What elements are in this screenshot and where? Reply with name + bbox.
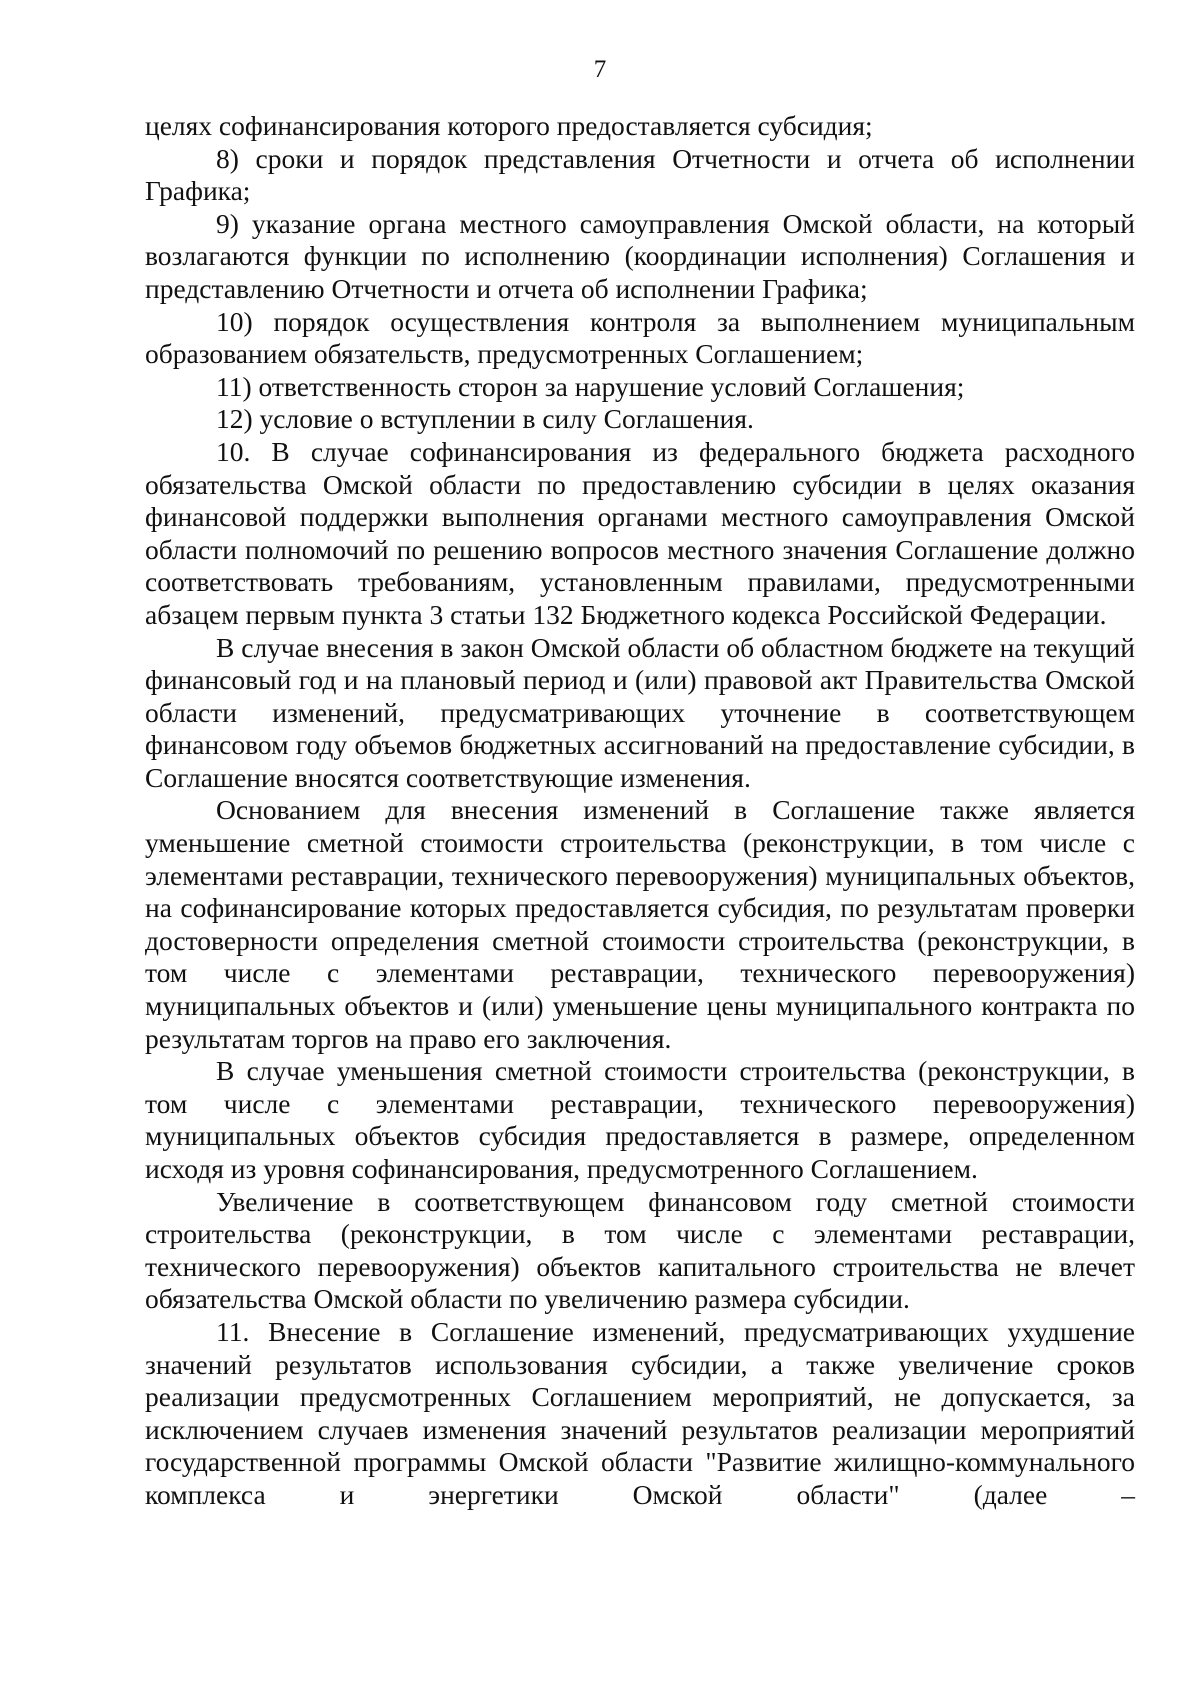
paragraph-cost-increase: Увеличение в соответствующем финансовом году сметной стоимости строительства (реконструкции, в том числе с элементами реставрации, технического перевооружения) объектов капитального строительства не влечет обязательства Омской области по увеличению размера субсидии.	[145, 1185, 1135, 1315]
list-item-10: 10) порядок осуществления контроля за выполнением муниципальным образованием обязательств, предусмотренных Соглашением;	[145, 305, 1135, 370]
list-item-12: 12) условие о вступлении в силу Соглашения.	[216, 403, 754, 435]
page-number: 7	[593, 56, 607, 83]
list-item-9: 9) указание органа местного самоуправления Омской области, на который возлагаются функции по исполнению (координации исполнения) Соглашения и представлению Отчетности и отчета об исполнении Графика;	[145, 207, 1135, 304]
paragraph-continuation: целях софинансирования которого предоставляется субсидия;	[145, 110, 873, 141]
paragraph-cost-reduction: В случае уменьшения сметной стоимости строительства (реконструкции, в том числе с элементами реставрации, технического перевооружения) муниципальных объектов субсидия предоставляется в размере, определенном исходя из уровня софинансирования, предусмотренного Соглашением.	[145, 1055, 1135, 1184]
clause-10: 10. В случае софинансирования из федерального бюджета расходного обязательства Омской области по предоставлению субсидии в целях оказания финансовой поддержки выполнения органами местного самоуправления Омской области полномочий по решению вопросов местного значения Соглашение должно соответствовать требованиям, установленным правилами, предусмотренными абзацем первым пункта 3 статьи 132 Бюджетного кодекса Российской Федерации.	[145, 435, 1135, 630]
clause-11: 11. Внесение в Соглашение изменений, предусматривающих ухудшение значений результатов использования субсидии, а также увеличение сроков реализации предусмотренных Соглашением мероприятий, не допускается, за исключением случаев изменения значений результатов реализации мероприятий государственной программы Омской области "Развитие жилищно-коммунального комплекса и энергетики Омской области" (далее –	[145, 1315, 1135, 1510]
document-body	[145, 110, 1135, 1512]
paragraph-grounds-for-changes: Основанием для внесения изменений в Соглашение также является уменьшение сметной стоимости строительства (реконструкции, в том числе с элементами реставрации, технического перевооружения) муниципальных объектов, на софинансирование которых предоставляется субсидия, по результатам проверки достоверности определения сметной стоимости строительства (реконструкции, в том числе с элементами реставрации, технического перевооружения) муниципальных объектов и (или) уменьшение цены муниципального контракта по результатам торгов на право его заключения.	[145, 794, 1135, 1054]
list-item-11: 11) ответственность сторон за нарушение условий Соглашения;	[216, 370, 965, 402]
list-item-8: 8) сроки и порядок представления Отчетности и отчета об исполнении Графика;	[145, 142, 1135, 207]
paragraph-budget-changes: В случае внесения в закон Омской области об областном бюджете на текущий финансовый год и на плановый период и (или) правовой акт Правительства Омской области изменений, предусматривающих уточнение в соответствующем финансовом году объемов бюджетных ассигнований на предоставление субсидии, в Соглашение вносятся соответствующие изменения.	[145, 631, 1135, 793]
